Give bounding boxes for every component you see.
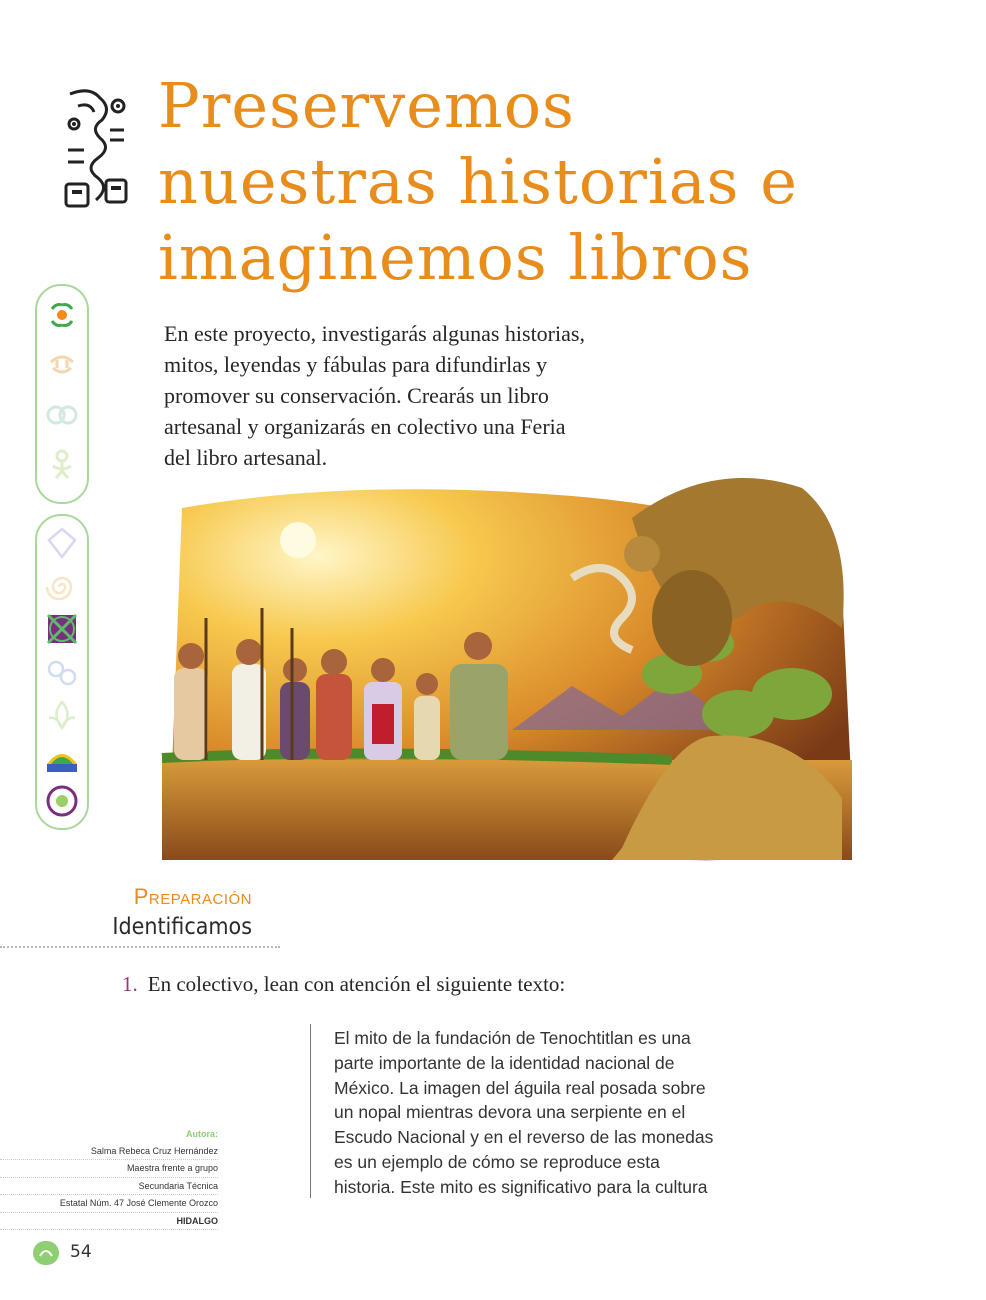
rainbow-mound-icon[interactable] [45,742,79,776]
codex-serpent-glyph-icon [60,84,132,212]
title-line: Preservemos [158,69,575,142]
intro-line: En este proyecto, investigarás algunas historias, [164,321,585,346]
double-glyph-icon[interactable] [45,398,79,432]
passage-line: historia. Este mito es significativo para la cultura [334,1176,708,1197]
passage-rule [310,1024,311,1198]
passage-line: México. La imagen del águila real posada sobre [334,1077,706,1098]
face-glyph-icon[interactable] [45,348,79,382]
circle-seed-icon[interactable] [45,784,79,818]
page-title [158,68,958,296]
section-label: Preparación [133,884,252,909]
author-credits [0,1126,218,1230]
credit-line: Secundaria Técnica [0,1178,218,1196]
page-badge-icon [32,1240,60,1266]
crystal-icon[interactable] [45,526,79,560]
intro-paragraph [164,318,614,473]
chain-icon[interactable] [45,656,79,690]
cross-diamond-icon[interactable] [45,612,79,646]
page-number: 54 [70,1242,92,1262]
intro-line: artesanal y organizarás en colectivo una Feria [164,414,566,439]
figure-glyph-icon[interactable] [45,448,79,482]
step-text: En colectivo, lean con atención el siguiente texto: [147,972,566,996]
title-line: imaginemos libros [158,221,753,294]
sidebar-field-icons [35,514,89,830]
spiral-icon[interactable] [45,570,79,604]
intro-line: del libro artesanal. [164,445,328,470]
credit-line: Maestra frente a grupo [0,1160,218,1178]
section-divider [0,946,280,948]
credits-heading: Autora: [186,1129,218,1139]
intro-line: promover su conservación. Crearás un libro [164,383,549,408]
passage-line: El mito de la fundación de Tenochtitlan es una [334,1028,691,1048]
community-flower-icon[interactable] [45,298,79,332]
passage-line: parte importante de la identidad nacional de [334,1052,675,1073]
passage-line: un nopal mientras devora una serpiente en el [334,1102,686,1123]
title-line: nuestras historias e [158,145,798,218]
passage-line: Escudo Nacional y en el reverso de las monedas [334,1127,714,1148]
credit-line: Estatal Núm. 47 José Clemente Orozco [0,1195,218,1213]
credit-line: Salma Rebeca Cruz Hernández [0,1143,218,1161]
sidebar-project-icons [35,284,89,504]
passage-line: es un ejemplo de cómo se reproduce esta [334,1151,660,1172]
activity-step [122,972,565,997]
section-title: Identificamos [112,914,252,940]
credit-line: HIDALGO [0,1213,218,1231]
reading-passage [334,1026,754,1200]
lotus-icon[interactable] [45,698,79,732]
intro-line: mitos, leyendas y fábulas para difundirlas y [164,352,548,377]
step-number: 1. [122,972,138,996]
sun-icon [280,522,316,558]
founding-myth-illustration [152,468,862,864]
